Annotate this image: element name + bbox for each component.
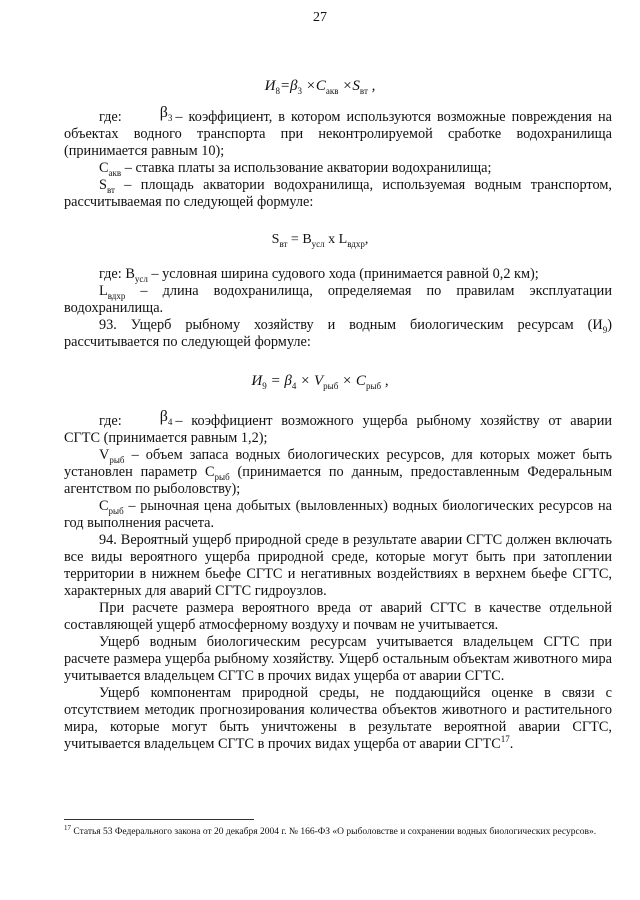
footnote-ref: 17 xyxy=(500,734,510,745)
formula-i8 xyxy=(0,78,640,96)
formula-svt: $S_{вт} = В_{усл}$ x $L_{вдхр}$, xyxy=(271,232,369,249)
formula-term: И xyxy=(264,78,276,94)
formula-subscript: вт xyxy=(359,86,368,96)
definition-lvdhr: $L_{вдхр}$ – длина водохранилища, определяемая по правилам эксплуатации водохранилища. xyxy=(64,283,612,316)
definitions-block-2 xyxy=(64,266,612,351)
formula-term: =β xyxy=(279,78,298,94)
definitions-block-3 xyxy=(64,408,612,753)
page-number: 27 xyxy=(313,10,327,25)
paragraph-93: 93. Ущерб рыбному хозяйству и водным биологическим ресурсам $(И_9)$ рассчитывается по следующей формуле: xyxy=(64,317,612,350)
beta3-symbol: $\beta_3$ xyxy=(159,104,173,124)
footnote-mark: 17 xyxy=(64,824,71,832)
definition-beta4: где: $\beta_4$ – коэффициент возможного ущерба рыбному хозяйству от аварии СГТС (принимается равным 1,2); xyxy=(64,408,612,446)
formula-term: , xyxy=(367,78,376,94)
definition-beta3 xyxy=(64,104,612,160)
paragraph-air-soil: При расчете размера вероятного вреда от аварий СГТС в качестве отдельной составляющей ущерб атмосферному воздуху и почвам не учитывается. xyxy=(64,600,612,633)
formula-i9: $И_9 = \beta_4 \times V_{рыб} \times С_{рыб}$ , xyxy=(251,373,389,391)
definition-svt: $S_{вт}$ – площадь акватории водохранилища, используемая водным транспортом, рассчитываемая по следующей формуле: xyxy=(64,177,612,210)
footnote xyxy=(64,822,612,838)
formula-subscript: 8 xyxy=(275,86,280,96)
paragraph-bio-resources: Ущерб водным биологическим ресурсам учитывается владельцем СГТС при расчете размера ущерба рыбному хозяйству. Ущерб остальным объектам животного мира учитывается владельцем СГТС в прочих видах ущерба от аварии СГТС. xyxy=(64,634,612,684)
formula-term: ×S xyxy=(338,78,360,94)
definitions-block-1 xyxy=(64,104,612,211)
paragraph-94: 94. Вероятный ущерб природной среде в результате аварии СГТС должен включать все виды вероятного ущерба природной среде, которые могут быть при затоплении территории в нижнем бьефе СГТС и негативных воздействиях в верхнем бьефе СГТС, характерных для аварий СГТС гидроузлов. xyxy=(64,532,612,599)
definition-lead: где: xyxy=(99,109,122,125)
definition-text: – коэффициент, в котором используются возможные повреждения на объектах водного транспорта при неконтролируемой сработке водохранилища (принимается равным 10); xyxy=(64,109,612,159)
formula-subscript: акв xyxy=(325,86,339,96)
footnote-text: Статья 53 Федерального закона от 20 декабря 2004 г. № 166-ФЗ «О рыболовстве и сохранении водных биологических ресурсов». xyxy=(71,827,597,838)
paragraph-components: Ущерб компонентам природной среды, не поддающийся оценке в связи с отсутствием методик прогнозирования количества объектов животного и растительного мира, которые могут быть уничтожены в результате вероятной аварии СГТС, учитывается владельцем СГТС в прочих видах ущерба от аварии СГТС$^{17}$. xyxy=(64,685,612,752)
footnote-divider xyxy=(64,819,254,820)
formula-subscript: 3 xyxy=(297,86,303,96)
definition-cakv: $С_{акв}$ – ставка платы за использование акватории водохранилища; xyxy=(99,160,492,178)
formula-term: ×С xyxy=(302,78,326,94)
definition-cryb: $С_{рыб}$ – рыночная цена добытых (выловленных) водных биологических ресурсов на год выполнения расчета. xyxy=(64,498,612,531)
definition-busl: где: $В_{усл}$ – условная ширина судового хода (принимается равной 0,2 км); xyxy=(99,266,539,284)
beta4-symbol: $\beta_4$ xyxy=(159,408,173,428)
definition-vryb: $V_{рыб}$ – объем запаса водных биологических ресурсов, для которых может быть установлен параметр $С_{рыб}$ (принимается по данным, предоставленным Федеральным агентством по рыболовству); xyxy=(64,447,612,497)
